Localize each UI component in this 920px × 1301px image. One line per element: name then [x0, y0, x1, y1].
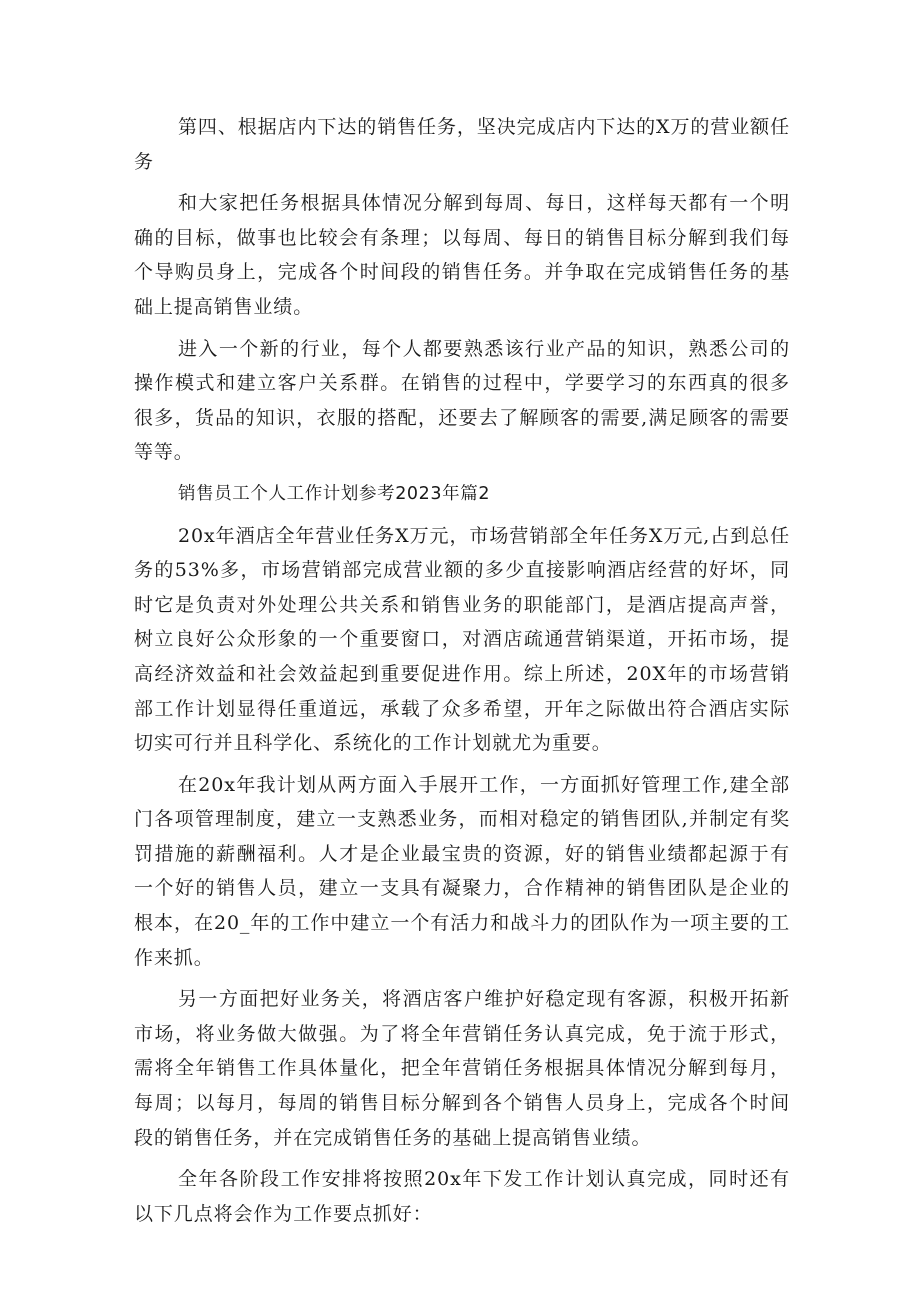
section-title: 销售员工个人工作计划参考2023年篇2 [178, 483, 491, 504]
paragraph-task-breakdown: 和大家把任务根据具体情况分解到每周、每日，这样每天都有一个明确的目标，做事也比较会有条理；以每周、每日的销售目标分解到我们每个导购员身上，完成各个时间段的销售任务。并争取在完成销售任务的基础上提高销售业绩。 [134, 192, 790, 318]
paragraph-stage-arrangement: 全年各阶段工作安排将按照20x年下发工作计划认真完成，同时还有以下几点将会作为工作要点抓好： [134, 1168, 790, 1225]
paragraph-management-plan: 在20x年我计划从两方面入手展开工作，一方面抓好管理工作,建全部门各项管理制度，建立一支熟悉业务，而相对稳定的销售团队,并制定有奖罚措施的薪酬福利。人才是企业最宝贵的资源，好的销售业绩都起源于有一个好的销售人员，建立一支具有凝聚力，合作精神的销售团队是企业的根本，在20_年的工作中建立一个有活力和战斗力的团队作为一项主要的工作来抓。 [134, 773, 790, 969]
paragraph-task-four: 第四、根据店内下达的销售任务，坚决完成店内下达的X万的营业额任务 [134, 116, 790, 173]
paragraph-annual-target: 20x年酒店全年营业任务X万元，市场营销部全年任务X万元,占到总任务的53%多，市场营销部完成营业额的多少直接影响酒店经营的好坏，同时它是负责对外处理公共关系和销售业务的职能部门，是酒店提高声誉，树立良好公众形象的一个重要窗口，对酒店疏通营销渠道，开拓市场，提高经济效益和社会效益起到重要促进作用。综上所述，20X年的市场营销部工作计划显得任重道远，承载了众多希望，开年之际做出符合酒店实际切实可行并且科学化、系统化的工作计划就尤为重要。 [134, 524, 790, 755]
paragraph-new-industry: 进入一个新的行业，每个人都要熟悉该行业产品的知识，熟悉公司的操作模式和建立客户关系群。在销售的过程中，学要学习的东西真的很多很多，货品的知识，衣服的搭配，还要去了解顾客的需要,满足顾客的需要等等。 [134, 337, 790, 464]
document-body [134, 110, 790, 1238]
paragraph-business-plan: 另一方面把好业务关，将酒店客户维护好稳定现有客源，积极开拓新市场，将业务做大做强。为了将全年营销任务认真完成，免于流于形式，需将全年销售工作具体量化，把全年营销任务根据具体情况分解到每月，每周；以每月，每周的销售目标分解到各个销售人员身上，完成各个时间段的销售任务，并在完成销售任务的基础上提高销售业绩。 [134, 988, 790, 1149]
